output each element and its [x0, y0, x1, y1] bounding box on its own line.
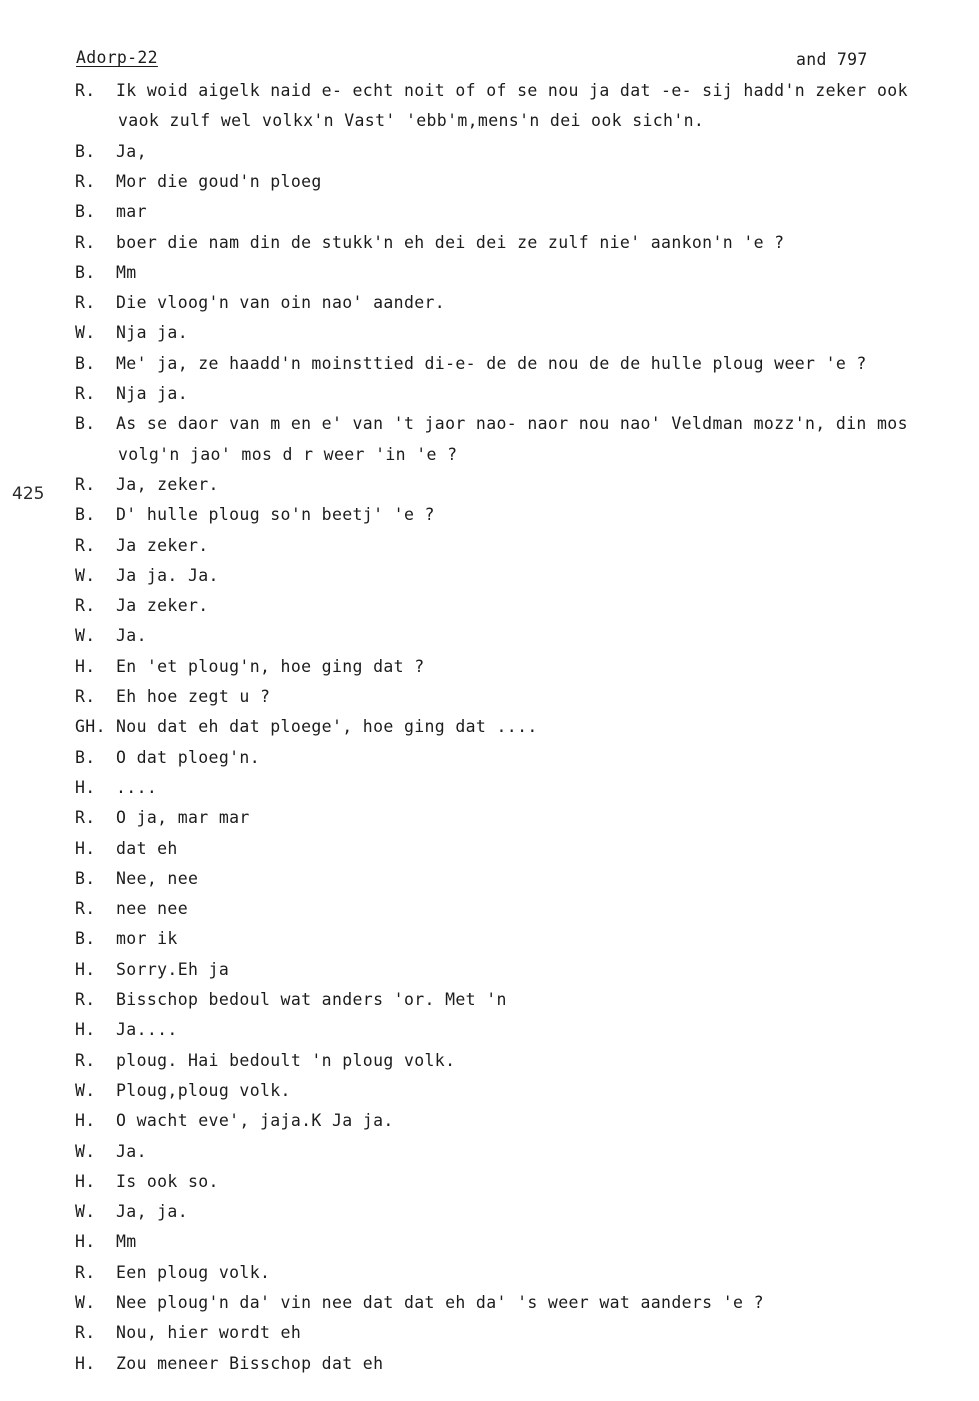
- transcript-line: [0, 351, 979, 377]
- utterance-text: Is ook so.: [116, 1172, 219, 1191]
- speaker-label: R.: [75, 384, 96, 403]
- transcript-line: [0, 1048, 979, 1074]
- utterance-text: mar: [116, 202, 147, 221]
- transcript-line: [0, 926, 979, 952]
- speaker-label: W.: [75, 1142, 96, 1161]
- utterance-text: dat eh: [116, 839, 178, 858]
- utterance-text: Mm: [116, 263, 137, 282]
- utterance-text: boer die nam din de stukk'n eh dei dei ze zulf nie' aankon'n 'e ?: [116, 233, 785, 252]
- utterance-continuation: vaok zulf wel volkx'n Vast' 'ebb'm,mens'n dei ook sich'n.: [118, 111, 705, 130]
- speaker-label: B.: [75, 142, 96, 161]
- speaker-label: B.: [75, 354, 96, 373]
- speaker-label: B.: [75, 748, 96, 767]
- speaker-label: B.: [75, 869, 96, 888]
- transcript-line-continuation: [0, 108, 979, 134]
- speaker-label: B.: [75, 414, 96, 433]
- speaker-label: GH.: [75, 717, 106, 736]
- utterance-text: Sorry.Eh ja: [116, 960, 230, 979]
- utterance-text: Nou, hier wordt eh: [116, 1323, 302, 1342]
- speaker-label: W.: [75, 566, 96, 585]
- speaker-label: H.: [75, 778, 96, 797]
- speaker-label: R.: [75, 1051, 96, 1070]
- speaker-label: B.: [75, 505, 96, 524]
- speaker-label: H.: [75, 960, 96, 979]
- utterance-text: Ja, zeker.: [116, 475, 219, 494]
- speaker-label: W.: [75, 1293, 96, 1312]
- utterance-text: Ja.: [116, 626, 147, 645]
- utterance-text: As se daor van m en e' van 't jaor nao- naor nou nao' Veldman mozz'n, din mos: [116, 414, 908, 433]
- speaker-label: R.: [75, 1263, 96, 1282]
- speaker-label: H.: [75, 1020, 96, 1039]
- utterance-text: O dat ploeg'n.: [116, 748, 260, 767]
- transcript-line: [0, 1169, 979, 1195]
- transcript-line: [0, 745, 979, 771]
- utterance-text: Me' ja, ze haadd'n moinsttied di-e- de de nou de de hulle ploug weer 'e ?: [116, 354, 867, 373]
- speaker-label: R.: [75, 899, 96, 918]
- transcript-line: [0, 684, 979, 710]
- speaker-label: B.: [75, 202, 96, 221]
- transcript-line: [0, 654, 979, 680]
- transcript-line: [0, 411, 979, 437]
- transcript-line: [0, 1260, 979, 1286]
- transcript-line: [0, 957, 979, 983]
- transcript-line: [0, 533, 979, 559]
- utterance-text: Die vloog'n van oin nao' aander.: [116, 293, 446, 312]
- utterance-text: mor ik: [116, 929, 178, 948]
- speaker-label: R.: [75, 536, 96, 555]
- utterance-text: Zou meneer Bisschop dat eh: [116, 1354, 384, 1373]
- speaker-label: H.: [75, 1232, 96, 1251]
- speaker-label: H.: [75, 657, 96, 676]
- utterance-text: Nee ploug'n da' vin nee dat dat eh da' 's weer wat aanders 'e ?: [116, 1293, 764, 1312]
- speaker-label: R.: [75, 990, 96, 1009]
- transcript-line: [0, 593, 979, 619]
- utterance-text: Ja, ja.: [116, 1202, 188, 1221]
- transcript-line: [0, 1139, 979, 1165]
- speaker-label: B.: [75, 263, 96, 282]
- speaker-label: H.: [75, 1111, 96, 1130]
- utterance-text: Ja zeker.: [116, 536, 209, 555]
- speaker-label: H.: [75, 839, 96, 858]
- transcript-line: [0, 987, 979, 1013]
- transcript-line: [0, 1108, 979, 1134]
- transcript-line: [0, 502, 979, 528]
- margin-counter: 425: [12, 484, 45, 504]
- speaker-label: R.: [75, 808, 96, 827]
- transcript-line: [0, 1290, 979, 1316]
- transcript-line: [0, 260, 979, 286]
- utterance-text: Een ploug volk.: [116, 1263, 271, 1282]
- speaker-label: R.: [75, 475, 96, 494]
- transcript-line: [0, 320, 979, 346]
- utterance-text: ....: [116, 778, 158, 797]
- utterance-continuation: volg'n jao' mos d r weer 'in 'e ?: [118, 445, 458, 464]
- utterance-text: Ja ja. Ja.: [116, 566, 219, 585]
- transcript-line-continuation: [0, 442, 979, 468]
- speaker-label: H.: [75, 1354, 96, 1373]
- transcript-line: [0, 896, 979, 922]
- transcript-line: [0, 1229, 979, 1255]
- utterance-text: Mor die goud'n ploeg: [116, 172, 322, 191]
- transcript-line: [0, 78, 979, 104]
- transcript-line: [0, 381, 979, 407]
- utterance-text: Ja....: [116, 1020, 178, 1039]
- transcript-line: [0, 836, 979, 862]
- transcript-line: [0, 230, 979, 256]
- speaker-label: W.: [75, 1081, 96, 1100]
- transcript-line: [0, 866, 979, 892]
- transcript-line: [0, 139, 979, 165]
- transcript-line: [0, 1320, 979, 1346]
- document-id: Adorp-22: [76, 48, 158, 67]
- speaker-label: W.: [75, 323, 96, 342]
- utterance-text: Ja.: [116, 1142, 147, 1161]
- transcript-line: [0, 199, 979, 225]
- utterance-text: O wacht eve', jaja.K Ja ja.: [116, 1111, 394, 1130]
- utterance-text: Ja,: [116, 142, 147, 161]
- utterance-text: Ploug,ploug volk.: [116, 1081, 291, 1100]
- utterance-text: Nou dat eh dat ploege', hoe ging dat ....: [116, 717, 538, 736]
- utterance-text: Mm: [116, 1232, 137, 1251]
- speaker-label: W.: [75, 1202, 96, 1221]
- utterance-text: Eh hoe zegt u ?: [116, 687, 271, 706]
- speaker-label: B.: [75, 929, 96, 948]
- transcript-line: [0, 623, 979, 649]
- speaker-label: W.: [75, 626, 96, 645]
- speaker-label: R.: [75, 293, 96, 312]
- transcript-line: [0, 805, 979, 831]
- transcript-line: [0, 1078, 979, 1104]
- speaker-label: R.: [75, 687, 96, 706]
- utterance-text: Bisschop bedoul wat anders 'or. Met 'n: [116, 990, 507, 1009]
- utterance-text: D' hulle ploug so'n beetj' 'e ?: [116, 505, 435, 524]
- speaker-label: R.: [75, 233, 96, 252]
- transcript-line: [0, 472, 979, 498]
- utterance-text: Ja zeker.: [116, 596, 209, 615]
- utterance-text: Ik woid aigelk naid e- echt noit of of se nou ja dat -e- sij hadd'n zeker ook: [116, 81, 908, 100]
- speaker-label: R.: [75, 81, 96, 100]
- speaker-label: R.: [75, 596, 96, 615]
- utterance-text: En 'et ploug'n, hoe ging dat ?: [116, 657, 425, 676]
- transcript-line: [0, 714, 979, 740]
- utterance-text: Nee, nee: [116, 869, 199, 888]
- transcript-line: [0, 1017, 979, 1043]
- transcript-line: [0, 169, 979, 195]
- speaker-label: H.: [75, 1172, 96, 1191]
- transcript-line: [0, 775, 979, 801]
- tape-number: and 797: [796, 50, 868, 69]
- speaker-label: R.: [75, 172, 96, 191]
- utterance-text: O ja, mar mar: [116, 808, 250, 827]
- transcript-line: [0, 563, 979, 589]
- speaker-label: R.: [75, 1323, 96, 1342]
- transcript-line: [0, 290, 979, 316]
- utterance-text: Nja ja.: [116, 384, 188, 403]
- transcript-line: [0, 1199, 979, 1225]
- utterance-text: nee nee: [116, 899, 188, 918]
- transcript-line: [0, 1351, 979, 1377]
- utterance-text: Nja ja.: [116, 323, 188, 342]
- utterance-text: ploug. Hai bedoult 'n ploug volk.: [116, 1051, 456, 1070]
